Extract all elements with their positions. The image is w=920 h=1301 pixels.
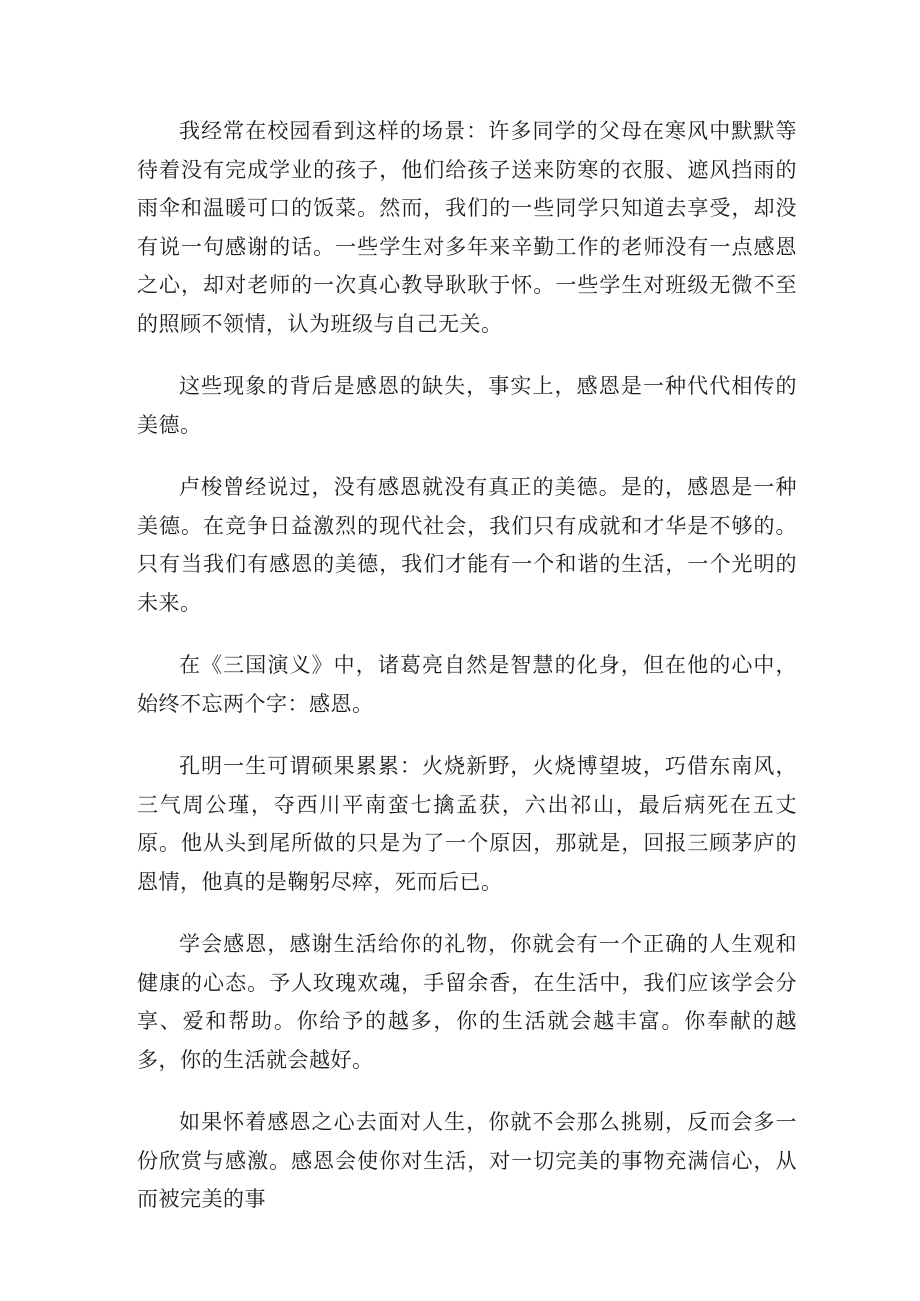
paragraph-3: 卢梭曾经说过，没有感恩就没有真正的美德。是的，感恩是一种美德。在竞争日益激烈的现代社会，我们只有成就和才华是不够的。只有当我们有感恩的美德，我们才能有一个和谐的生活，一个光明的未来。 — [137, 475, 797, 615]
paragraph-2: 这些现象的背后是感恩的缺失，事实上，感恩是一种代代相传的美德。 — [137, 374, 797, 437]
paragraph-4: 在《三国演义》中，诸葛亮自然是智慧的化身，但在他的心中，始终不忘两个字：感恩。 — [137, 653, 797, 716]
document-body — [137, 112, 797, 1243]
paragraph-1: 我经常在校园看到这样的场景：许多同学的父母在寒风中默默等待着没有完成学业的孩子，他们给孩子送来防寒的衣服、遮风挡雨的雨伞和温暖可口的饭菜。然而，我们的一些同学只知道去享受，却没有说一句感谢的话。一些学生对多年来辛勤工作的老师没有一点感恩之心，却对老师的一次真心教导耿耿于怀。一些学生对班级无微不至的照顾不领情，认为班级与自己无关。 — [137, 119, 797, 336]
paragraph-5: 孔明一生可谓硕果累累：火烧新野，火烧博望坡，巧借东南风，三气周公瑾，夺西川平南蛮七擒孟获，六出祁山，最后病死在五丈原。他从头到尾所做的只是为了一个原因，那就是，回报三顾茅庐的恩情，他真的是鞠躬尽瘁，死而后已。 — [137, 754, 797, 894]
paragraph-6: 学会感恩，感谢生活给你的礼物，你就会有一个正确的人生观和健康的心态。予人玫瑰欢魂，手留余香，在生活中，我们应该学会分享、爱和帮助。你给予的越多，你的生活就会越丰富。你奉献的越多，你的生活就会越好。 — [137, 932, 797, 1072]
paragraph-7: 如果怀着感恩之心去面对人生，你就不会那么挑剔，反而会多一份欣赏与感激。感恩会使你对生活，对一切完美的事物充满信心，从而被完美的事 — [137, 1110, 797, 1211]
